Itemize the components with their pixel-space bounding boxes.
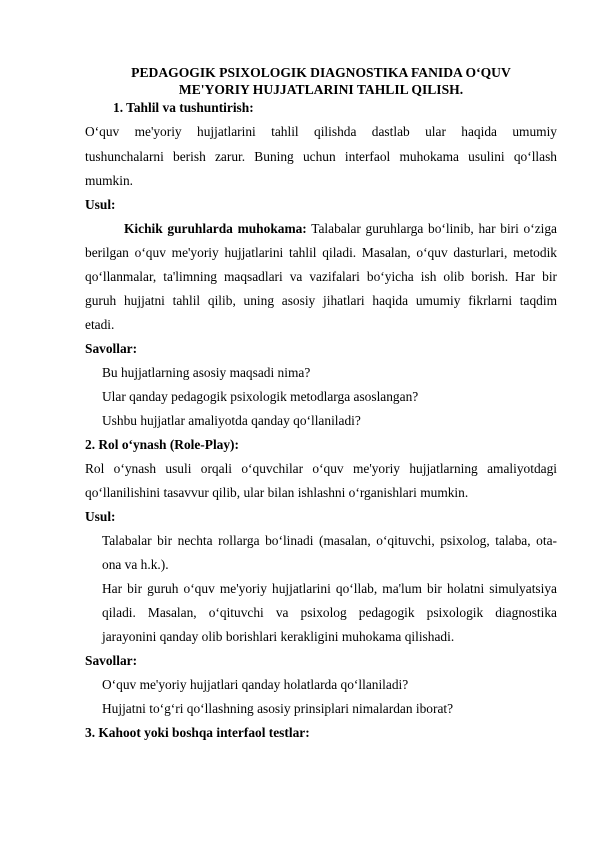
paragraph-line: jarayonini qanday olib borishlari kerakligini muhokama qilishadi. [102, 629, 455, 644]
usul-label: Usul: [85, 197, 116, 212]
section-1-heading: 1. Tahlil va tushuntirish: [113, 100, 254, 115]
title-line-1: PEDAGOGIK PSIXOLOGIK DIAGNOSTIKA FANIDA O‘QUV [131, 65, 511, 80]
question-item: Hujjatni to‘g‘ri qo‘llashning asosiy prinsiplari nimalardan iborat? [102, 701, 454, 716]
document-title [85, 64, 557, 98]
paragraph-line: qiladi. Masalan, o‘qituvchi va psixolog pedagogik psixologik diagnostika [102, 605, 557, 620]
paragraph-line: berilgan o‘quv me'yoriy hujjatlarini tahlil qiladi. Masalan, o‘quv dasturlari, metodik [85, 245, 557, 260]
savollar-label: Savollar: [85, 341, 138, 356]
paragraph-line: qo‘llanilishini tasavvur qilib, ular bilan ishlashni o‘rganishlari mumkin. [85, 485, 469, 500]
paragraph-line: ona va h.k.). [102, 557, 169, 572]
section-3-heading: 3. Kahoot yoki boshqa interfaol testlar: [85, 725, 310, 740]
method-first-line [124, 220, 557, 238]
section-2-heading: 2. Rol o‘ynash (Role-Play): [85, 437, 239, 452]
paragraph-line: Har bir guruh o‘quv me'yoriy hujjatlarini qo‘llab, ma'lum bir holatni simulyatsiya [102, 581, 557, 596]
paragraph-line: guruh hujjatni tahlil qilib, uning asosiy jihatlari haqida umumiy fikrlarni taqdim [85, 293, 557, 308]
paragraph-line: Talabalar bir nechta rollarga bo‘linadi (masalan, o‘qituvchi, psixolog, talaba, ota- [102, 533, 557, 548]
paragraph-line: O‘quv me'yoriy hujjatlarini tahlil qilishda dastlab ular haqida umumiy [85, 124, 557, 139]
paragraph-line: mumkin. [85, 173, 133, 188]
paragraph-line: tushunchalarni berish zarur. Buning uchun interfaol muhokama usulini qo‘llash [85, 149, 557, 164]
question-item: Ushbu hujjatlar amaliyotda qanday qo‘llaniladi? [102, 413, 361, 428]
usul-label: Usul: [85, 509, 116, 524]
savollar-label: Savollar: [85, 653, 138, 668]
method-text: Talabalar guruhlarga bo‘linib, har biri o‘ziga [306, 221, 557, 236]
question-item: Ular qanday pedagogik psixologik metodlarga asoslangan? [102, 389, 419, 404]
paragraph-line: etadi. [85, 317, 115, 332]
method-name: Kichik guruhlarda muhokama: [124, 221, 307, 236]
title-line-2: ME'YORIY HUJJATLARINI TAHLIL QILISH. [178, 82, 464, 97]
question-item: Bu hujjatlarning asosiy maqsadi nima? [102, 365, 311, 380]
paragraph-line: Rol o‘ynash usuli orqali o‘quvchilar o‘quv me'yoriy hujjatlarning amaliyotdagi [85, 461, 557, 476]
question-item: O‘quv me'yoriy hujjatlari qanday holatlarda qo‘llaniladi? [102, 677, 409, 692]
paragraph-line: qo‘llanmalar, ta'limning maqsadlari va vazifalari bo‘yicha ish olib borish. Har bir [85, 269, 557, 284]
